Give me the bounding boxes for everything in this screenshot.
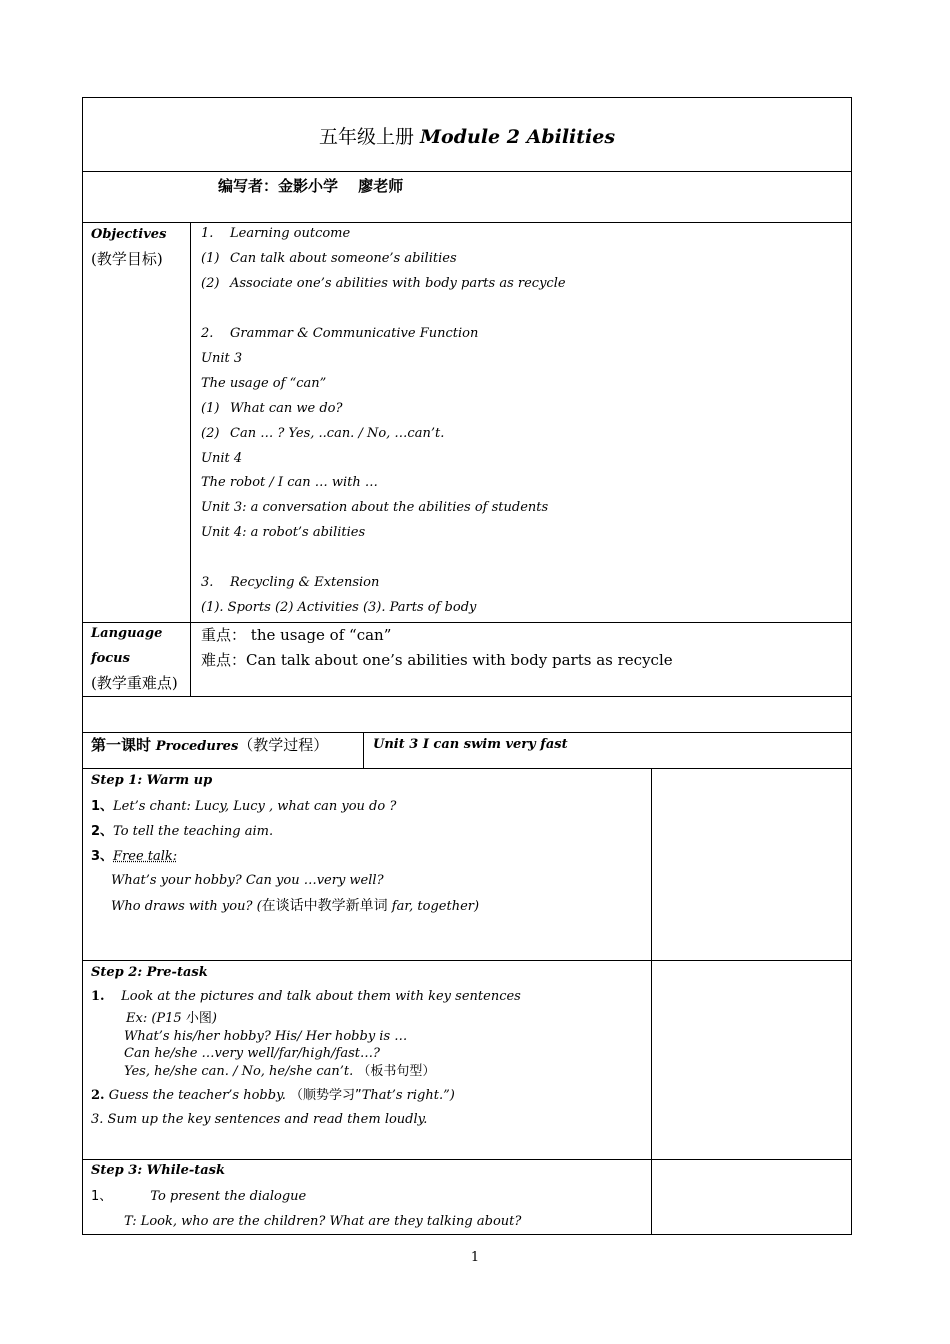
step2-item-3: 3. Sum up the key sentences and read them loudly. bbox=[91, 1112, 428, 1127]
step2-example-b: ) bbox=[211, 1011, 217, 1026]
objective-line-text: The robot / I can … with … bbox=[201, 475, 378, 490]
lesson-cn2: （教学过程） bbox=[238, 736, 329, 754]
step2-item-1-num: 1. bbox=[91, 989, 105, 1004]
objective-line bbox=[201, 276, 566, 292]
objective-line bbox=[201, 326, 478, 342]
step2-example-a: Ex: (P15 bbox=[126, 1011, 186, 1026]
objective-line-text: Unit 4: a robot’s abilities bbox=[201, 525, 366, 540]
step1-talk-2-cn: 在谈话中教学新单词 bbox=[261, 898, 388, 914]
step3-item-1-num: 1、 bbox=[91, 1189, 113, 1204]
step1-item-3-text: Free talk: bbox=[113, 849, 178, 864]
step1-item-1-num: 1、 bbox=[91, 799, 114, 814]
lesson-en: Procedures bbox=[155, 739, 239, 754]
objective-line-text: Can … ? Yes, ..can. / No, …can’t. bbox=[230, 426, 445, 441]
objective-line bbox=[201, 575, 379, 591]
step1-talk-2b: far, together) bbox=[387, 899, 480, 914]
objective-line bbox=[201, 251, 457, 267]
step3-line: T: Look, who are the children? What are they talking about? bbox=[124, 1214, 522, 1229]
objective-line-num: (1) bbox=[201, 251, 220, 266]
spacer-cell bbox=[82, 696, 852, 733]
objective-line-text: Can talk about someone’s abilities bbox=[230, 251, 457, 266]
focus-label-cn: (教学重难点) bbox=[91, 674, 178, 692]
key-point-label: 重点： bbox=[201, 626, 247, 644]
title-cn: 五年级上册 bbox=[318, 126, 414, 148]
difficult-point bbox=[201, 651, 673, 669]
objective-line-text: Unit 3 bbox=[201, 351, 243, 366]
objectives-label-cn: (教学目标) bbox=[91, 250, 163, 268]
difficult-point-label: 难点： bbox=[201, 651, 247, 669]
objective-line-num: (2) bbox=[201, 276, 220, 291]
objective-line-text: The usage of “can” bbox=[201, 376, 327, 391]
objectives-label: Objectives bbox=[91, 227, 167, 242]
step2-title: Step 2: Pre-task bbox=[91, 965, 208, 980]
step2-item-1-text: Look at the pictures and talk about them with key sentences bbox=[121, 989, 521, 1004]
step1-item-1 bbox=[91, 799, 396, 815]
objective-line-text: (1). Sports (2) Activities (3). Parts of body bbox=[201, 600, 477, 615]
step3-notes-cell bbox=[651, 1159, 852, 1235]
objective-line-num: (2) bbox=[201, 426, 220, 441]
step1-item-2-num: 2、 bbox=[91, 824, 114, 839]
step2-item-2-num: 2. bbox=[91, 1088, 105, 1103]
objective-line bbox=[201, 376, 326, 392]
step2-line-3-text: Yes, he/she can. / No, he/she can’t. bbox=[124, 1064, 358, 1079]
step1-item-2-text: To tell the teaching aim. bbox=[113, 824, 274, 839]
title-en: Module 2 Abilities bbox=[420, 126, 616, 148]
step1-title: Step 1: Warm up bbox=[91, 773, 213, 788]
page-title bbox=[82, 122, 852, 149]
objective-line-text: Unit 3: a conversation about the abilities of students bbox=[201, 500, 549, 515]
focus-label-2: focus bbox=[91, 651, 130, 666]
objective-line-num: (1) bbox=[201, 401, 220, 416]
author-cell bbox=[82, 171, 852, 223]
step2-example-cn: 小图 bbox=[185, 1011, 212, 1026]
objective-line-text: Learning outcome bbox=[230, 226, 351, 241]
step1-notes-cell bbox=[651, 768, 852, 961]
objective-line bbox=[201, 451, 242, 467]
step2-item-1 bbox=[91, 989, 521, 1005]
step2-item-2-cn: （顺势学习” bbox=[289, 1088, 362, 1103]
objective-line bbox=[201, 226, 350, 242]
step2-item-2 bbox=[91, 1088, 455, 1104]
step2-item-2-tail: That’s right.”) bbox=[361, 1088, 455, 1103]
objective-line-text: Associate one’s abilities with body parts as recycle bbox=[230, 276, 566, 291]
objective-line-num: 1. bbox=[201, 226, 214, 241]
objective-line bbox=[201, 600, 476, 616]
step2-line-1: What’s his/her hobby? His/ Her hobby is … bbox=[124, 1029, 408, 1044]
step1-item-2 bbox=[91, 824, 273, 840]
step2-line-3-cn: （板书句型） bbox=[357, 1064, 436, 1079]
step2-notes-cell bbox=[651, 960, 852, 1160]
step2-line-2: Can he/she …very well/far/high/fast…? bbox=[124, 1046, 380, 1061]
step1-item-1-text: Let’s chant: Lucy, Lucy , what can you do ? bbox=[113, 799, 397, 814]
difficult-point-text: Can talk about one’s abilities with body parts as recycle bbox=[246, 651, 673, 669]
objective-line-text: Grammar & Communicative Function bbox=[230, 326, 479, 341]
step1-talk-2 bbox=[111, 898, 479, 915]
step1-talk-1: What’s your hobby? Can you …very well? bbox=[111, 873, 384, 888]
step1-item-3-num: 3、 bbox=[91, 849, 114, 864]
lesson-heading bbox=[91, 736, 328, 756]
page-number: 1 bbox=[470, 1250, 480, 1265]
objective-line-text: What can we do? bbox=[230, 401, 343, 416]
step1-item-3 bbox=[91, 849, 177, 865]
step2-line-3 bbox=[124, 1064, 435, 1080]
step3-title: Step 3: While-task bbox=[91, 1163, 225, 1178]
objectives-label-cell bbox=[82, 222, 191, 623]
step2-example bbox=[126, 1011, 217, 1027]
objective-line bbox=[201, 500, 548, 516]
objective-line bbox=[201, 475, 378, 491]
objective-line-num: 3. bbox=[201, 575, 214, 590]
objective-line-num: 2. bbox=[201, 326, 214, 341]
key-point-text: the usage of “can” bbox=[250, 626, 392, 644]
key-point bbox=[201, 626, 391, 644]
step3-item-1 bbox=[91, 1189, 306, 1205]
objective-line bbox=[201, 351, 242, 367]
step2-item-2-text: Guess the teacher’s hobby. bbox=[108, 1088, 290, 1103]
objective-line bbox=[201, 525, 365, 541]
objective-line-text: Recycling & Extension bbox=[230, 575, 380, 590]
focus-label-1: Language bbox=[91, 626, 163, 641]
objective-line bbox=[201, 426, 444, 442]
author-line: 编写者：金影小学 廖老师 bbox=[218, 177, 404, 195]
step1-talk-2a: Who draws with you? ( bbox=[111, 899, 262, 914]
lesson-cn: 第一课时 bbox=[91, 736, 152, 754]
objective-line bbox=[201, 401, 342, 417]
objective-line-text: Unit 4 bbox=[201, 451, 243, 466]
unit-title: Unit 3 I can swim very fast bbox=[373, 737, 568, 752]
step3-item-1-text: To present the dialogue bbox=[150, 1189, 307, 1204]
